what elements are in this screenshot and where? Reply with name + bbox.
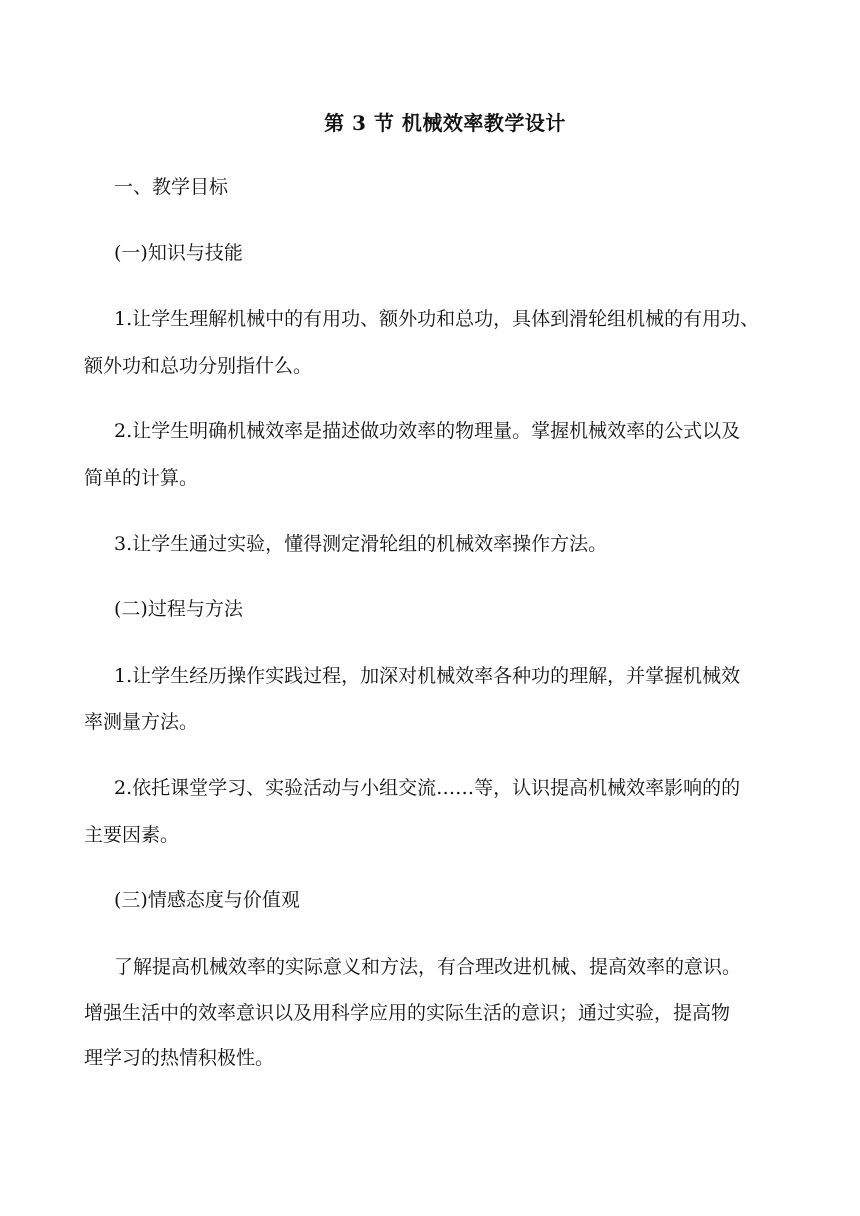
paragraph-6-line-1: 了解提高机械效率的实际意义和方法，有合理改进机械、提高效率的意识。 xyxy=(114,956,742,978)
paragraph-3-line-1: 3.让学生通过实验，懂得测定滑轮组的机械效率操作方法。 xyxy=(114,533,608,555)
paragraph-5-line-2: 主要因素。 xyxy=(84,824,180,846)
paragraph-4-line-1: 1.让学生经历操作实践过程，加深对机械效率各种功的理解，并掌握机械效 xyxy=(114,665,741,687)
paragraph-2-line-2: 简单的计算。 xyxy=(84,467,199,489)
section-heading-teaching-goals: 一、教学目标 xyxy=(114,176,229,198)
subheading-knowledge-skills: (一)知识与技能 xyxy=(114,242,243,264)
paragraph-6-line-3: 理学习的热情积极性。 xyxy=(84,1047,275,1069)
paragraph-4-line-2: 率测量方法。 xyxy=(84,711,199,733)
subheading-attitudes-values: (三)情感态度与价值观 xyxy=(114,889,300,911)
paragraph-2-line-1: 2.让学生明确机械效率是描述做功效率的物理量。掌握机械效率的公式以及 xyxy=(114,420,741,442)
paragraph-1-line-2: 额外功和总功分别指什么。 xyxy=(84,355,313,377)
document-title: 第 3 节 机械效率教学设计 xyxy=(324,111,566,135)
paragraph-1-line-1: 1.让学生理解机械中的有用功、额外功和总功，具体到滑轮组机械的有用功、 xyxy=(114,308,760,330)
paragraph-5-line-1: 2.依托课堂学习、实验活动与小组交流……等，认识提高机械效率影响的的 xyxy=(114,777,741,799)
subheading-process-methods: (二)过程与方法 xyxy=(114,598,243,620)
paragraph-6-line-2: 增强生活中的效率意识以及用科学应用的实际生活的意识；通过实验，提高物 xyxy=(84,1002,731,1024)
